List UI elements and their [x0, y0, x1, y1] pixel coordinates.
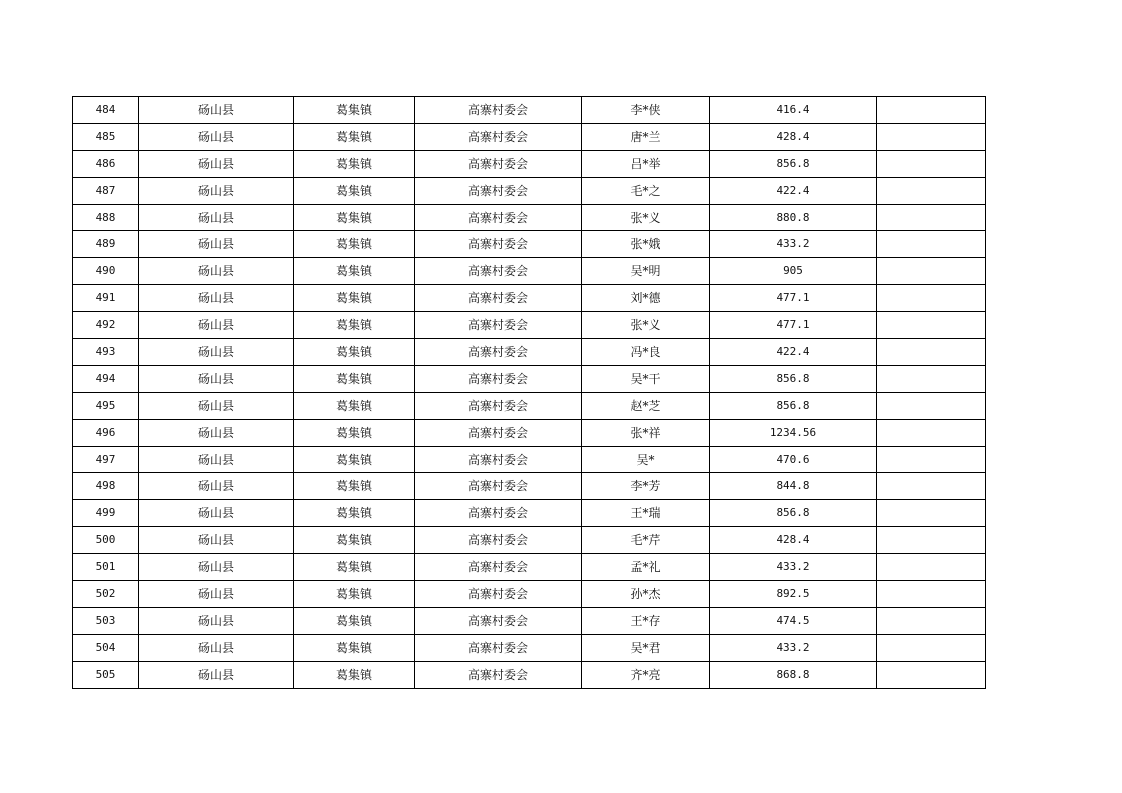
town-cell: 葛集镇 — [294, 177, 415, 204]
remark-cell — [877, 231, 986, 258]
table-row — [73, 554, 986, 581]
name-cell: 孟*礼 — [582, 554, 710, 581]
county-cell: 砀山县 — [139, 231, 294, 258]
table-row — [73, 607, 986, 634]
name-cell: 王*存 — [582, 607, 710, 634]
row-number-cell: 485 — [73, 123, 139, 150]
table-row — [73, 285, 986, 312]
row-number-cell: 489 — [73, 231, 139, 258]
village-committee-cell: 高寨村委会 — [415, 123, 582, 150]
village-committee-cell: 高寨村委会 — [415, 365, 582, 392]
row-number-cell: 496 — [73, 419, 139, 446]
table-row — [73, 312, 986, 339]
town-cell: 葛集镇 — [294, 204, 415, 231]
amount-cell: 892.5 — [710, 581, 877, 608]
county-cell: 砀山县 — [139, 150, 294, 177]
row-number-cell: 492 — [73, 312, 139, 339]
row-number-cell: 487 — [73, 177, 139, 204]
town-cell: 葛集镇 — [294, 419, 415, 446]
amount-cell: 433.2 — [710, 634, 877, 661]
name-cell: 吴*干 — [582, 365, 710, 392]
amount-cell: 422.4 — [710, 177, 877, 204]
village-committee-cell: 高寨村委会 — [415, 527, 582, 554]
name-cell: 齐*亮 — [582, 661, 710, 688]
town-cell: 葛集镇 — [294, 312, 415, 339]
remark-cell — [877, 204, 986, 231]
table-row — [73, 150, 986, 177]
table-row — [73, 204, 986, 231]
village-committee-cell: 高寨村委会 — [415, 312, 582, 339]
village-committee-cell: 高寨村委会 — [415, 392, 582, 419]
name-cell: 李*侠 — [582, 97, 710, 124]
amount-cell: 422.4 — [710, 339, 877, 366]
row-number-cell: 497 — [73, 446, 139, 473]
remark-cell — [877, 581, 986, 608]
village-committee-cell: 高寨村委会 — [415, 581, 582, 608]
row-number-cell: 502 — [73, 581, 139, 608]
amount-cell: 856.8 — [710, 150, 877, 177]
village-committee-cell: 高寨村委会 — [415, 150, 582, 177]
town-cell: 葛集镇 — [294, 661, 415, 688]
remark-cell — [877, 661, 986, 688]
row-number-cell: 488 — [73, 204, 139, 231]
amount-cell: 428.4 — [710, 527, 877, 554]
village-committee-cell: 高寨村委会 — [415, 231, 582, 258]
name-cell: 赵*芝 — [582, 392, 710, 419]
county-cell: 砀山县 — [139, 365, 294, 392]
village-committee-cell: 高寨村委会 — [415, 97, 582, 124]
town-cell: 葛集镇 — [294, 500, 415, 527]
amount-cell: 844.8 — [710, 473, 877, 500]
table-row — [73, 339, 986, 366]
village-committee-cell: 高寨村委会 — [415, 473, 582, 500]
county-cell: 砀山县 — [139, 607, 294, 634]
row-number-cell: 503 — [73, 607, 139, 634]
amount-cell: 477.1 — [710, 285, 877, 312]
amount-cell: 856.8 — [710, 392, 877, 419]
amount-cell: 433.2 — [710, 554, 877, 581]
data-table — [72, 96, 986, 689]
remark-cell — [877, 312, 986, 339]
town-cell: 葛集镇 — [294, 607, 415, 634]
name-cell: 吴* — [582, 446, 710, 473]
row-number-cell: 486 — [73, 150, 139, 177]
county-cell: 砀山县 — [139, 204, 294, 231]
remark-cell — [877, 392, 986, 419]
county-cell: 砀山县 — [139, 258, 294, 285]
remark-cell — [877, 365, 986, 392]
town-cell: 葛集镇 — [294, 392, 415, 419]
county-cell: 砀山县 — [139, 123, 294, 150]
county-cell: 砀山县 — [139, 473, 294, 500]
county-cell: 砀山县 — [139, 177, 294, 204]
town-cell: 葛集镇 — [294, 231, 415, 258]
county-cell: 砀山县 — [139, 500, 294, 527]
county-cell: 砀山县 — [139, 634, 294, 661]
row-number-cell: 500 — [73, 527, 139, 554]
town-cell: 葛集镇 — [294, 634, 415, 661]
county-cell: 砀山县 — [139, 97, 294, 124]
remark-cell — [877, 527, 986, 554]
table-row — [73, 97, 986, 124]
town-cell: 葛集镇 — [294, 150, 415, 177]
name-cell: 张*义 — [582, 204, 710, 231]
remark-cell — [877, 258, 986, 285]
county-cell: 砀山县 — [139, 527, 294, 554]
amount-cell: 433.2 — [710, 231, 877, 258]
remark-cell — [877, 150, 986, 177]
village-committee-cell: 高寨村委会 — [415, 607, 582, 634]
table-row — [73, 177, 986, 204]
remark-cell — [877, 339, 986, 366]
amount-cell: 856.8 — [710, 365, 877, 392]
name-cell: 冯*良 — [582, 339, 710, 366]
table-row — [73, 634, 986, 661]
name-cell: 唐*兰 — [582, 123, 710, 150]
village-committee-cell: 高寨村委会 — [415, 500, 582, 527]
table-row — [73, 500, 986, 527]
amount-cell: 856.8 — [710, 500, 877, 527]
village-committee-cell: 高寨村委会 — [415, 285, 582, 312]
amount-cell: 474.5 — [710, 607, 877, 634]
table-row — [73, 258, 986, 285]
row-number-cell: 504 — [73, 634, 139, 661]
row-number-cell: 484 — [73, 97, 139, 124]
row-number-cell: 495 — [73, 392, 139, 419]
row-number-cell: 490 — [73, 258, 139, 285]
name-cell: 吴*君 — [582, 634, 710, 661]
table-row — [73, 581, 986, 608]
amount-cell: 1234.56 — [710, 419, 877, 446]
town-cell: 葛集镇 — [294, 446, 415, 473]
row-number-cell: 499 — [73, 500, 139, 527]
county-cell: 砀山县 — [139, 581, 294, 608]
town-cell: 葛集镇 — [294, 554, 415, 581]
name-cell: 王*瑞 — [582, 500, 710, 527]
table-row — [73, 661, 986, 688]
amount-cell: 905 — [710, 258, 877, 285]
remark-cell — [877, 500, 986, 527]
row-number-cell: 505 — [73, 661, 139, 688]
county-cell: 砀山县 — [139, 339, 294, 366]
table-row — [73, 392, 986, 419]
table-row — [73, 446, 986, 473]
table-row — [73, 365, 986, 392]
village-committee-cell: 高寨村委会 — [415, 339, 582, 366]
county-cell: 砀山县 — [139, 446, 294, 473]
town-cell: 葛集镇 — [294, 97, 415, 124]
amount-cell: 428.4 — [710, 123, 877, 150]
town-cell: 葛集镇 — [294, 581, 415, 608]
row-number-cell: 494 — [73, 365, 139, 392]
name-cell: 李*芳 — [582, 473, 710, 500]
village-committee-cell: 高寨村委会 — [415, 419, 582, 446]
name-cell: 刘*德 — [582, 285, 710, 312]
name-cell: 张*义 — [582, 312, 710, 339]
town-cell: 葛集镇 — [294, 365, 415, 392]
amount-cell: 880.8 — [710, 204, 877, 231]
remark-cell — [877, 446, 986, 473]
name-cell: 毛*芹 — [582, 527, 710, 554]
amount-cell: 470.6 — [710, 446, 877, 473]
village-committee-cell: 高寨村委会 — [415, 661, 582, 688]
table-row — [73, 123, 986, 150]
row-number-cell: 493 — [73, 339, 139, 366]
amount-cell: 416.4 — [710, 97, 877, 124]
remark-cell — [877, 634, 986, 661]
amount-cell: 868.8 — [710, 661, 877, 688]
row-number-cell: 498 — [73, 473, 139, 500]
county-cell: 砀山县 — [139, 392, 294, 419]
name-cell: 吕*举 — [582, 150, 710, 177]
town-cell: 葛集镇 — [294, 339, 415, 366]
town-cell: 葛集镇 — [294, 527, 415, 554]
row-number-cell: 501 — [73, 554, 139, 581]
village-committee-cell: 高寨村委会 — [415, 204, 582, 231]
county-cell: 砀山县 — [139, 554, 294, 581]
town-cell: 葛集镇 — [294, 123, 415, 150]
name-cell: 张*娥 — [582, 231, 710, 258]
town-cell: 葛集镇 — [294, 473, 415, 500]
table-body — [73, 97, 986, 689]
table-row — [73, 527, 986, 554]
name-cell: 张*祥 — [582, 419, 710, 446]
village-committee-cell: 高寨村委会 — [415, 554, 582, 581]
village-committee-cell: 高寨村委会 — [415, 446, 582, 473]
row-number-cell: 491 — [73, 285, 139, 312]
table-row — [73, 473, 986, 500]
remark-cell — [877, 607, 986, 634]
remark-cell — [877, 123, 986, 150]
table-row — [73, 419, 986, 446]
remark-cell — [877, 177, 986, 204]
name-cell: 毛*之 — [582, 177, 710, 204]
village-committee-cell: 高寨村委会 — [415, 258, 582, 285]
village-committee-cell: 高寨村委会 — [415, 177, 582, 204]
remark-cell — [877, 473, 986, 500]
county-cell: 砀山县 — [139, 419, 294, 446]
village-committee-cell: 高寨村委会 — [415, 634, 582, 661]
remark-cell — [877, 554, 986, 581]
town-cell: 葛集镇 — [294, 285, 415, 312]
remark-cell — [877, 97, 986, 124]
name-cell: 孙*杰 — [582, 581, 710, 608]
county-cell: 砀山县 — [139, 312, 294, 339]
remark-cell — [877, 419, 986, 446]
table-row — [73, 231, 986, 258]
town-cell: 葛集镇 — [294, 258, 415, 285]
amount-cell: 477.1 — [710, 312, 877, 339]
remark-cell — [877, 285, 986, 312]
name-cell: 吴*明 — [582, 258, 710, 285]
county-cell: 砀山县 — [139, 285, 294, 312]
county-cell: 砀山县 — [139, 661, 294, 688]
